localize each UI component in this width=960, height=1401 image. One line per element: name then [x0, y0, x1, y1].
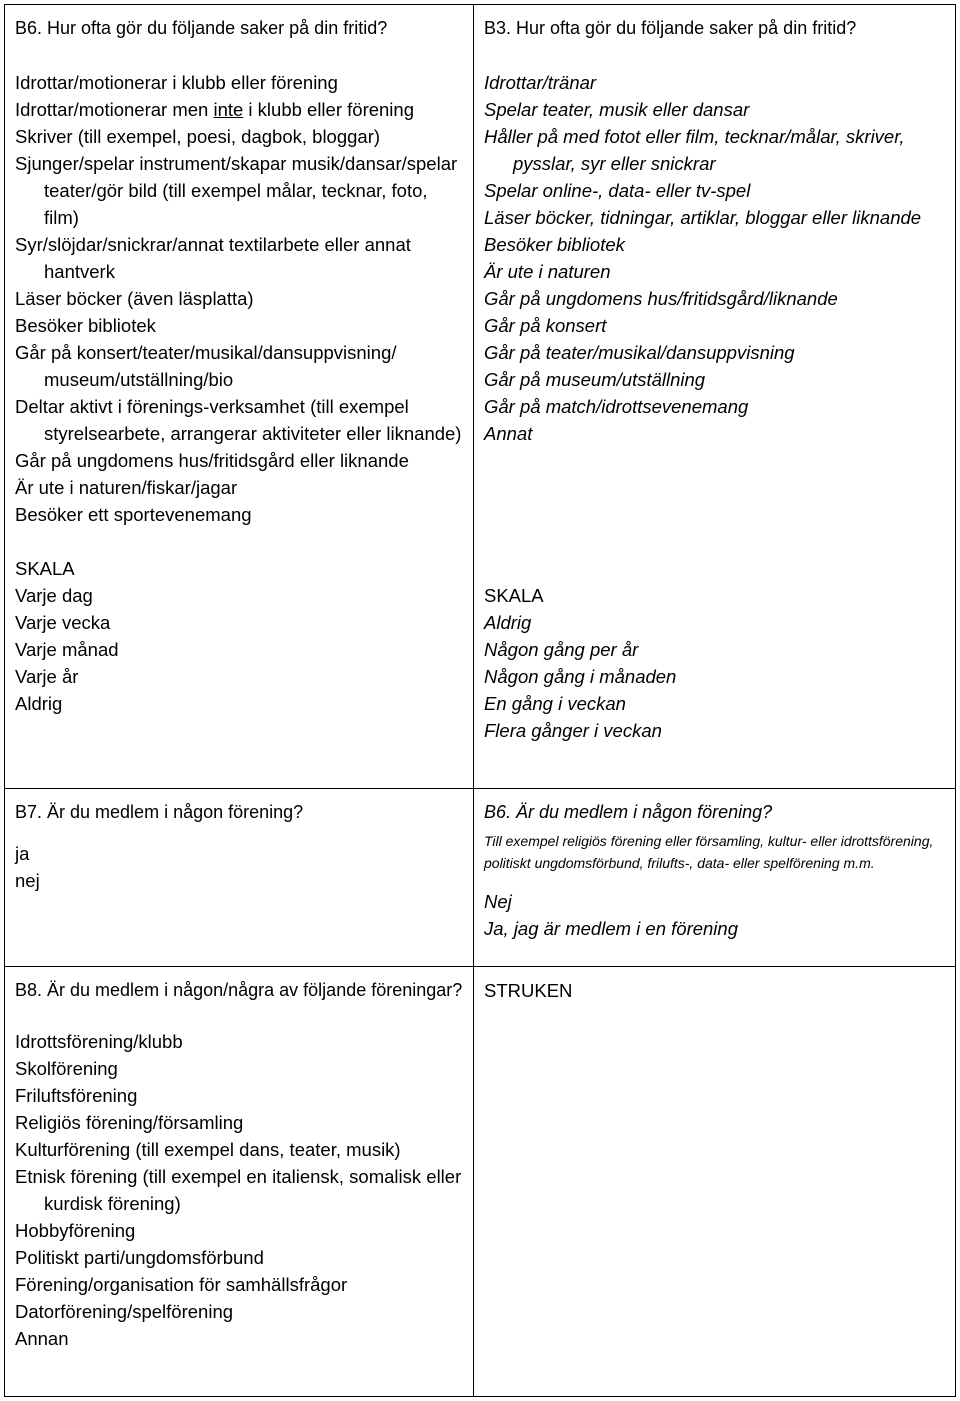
right-b3-scale-list [484, 609, 945, 744]
list-item: Besöker ett sportevenemang [15, 504, 252, 525]
list-item: Sjunger/spelar instrument/skapar musik/dansar/spelar teater/gör bild (till exempel målar, tecknar, foto, film) [15, 153, 458, 228]
list-item: Läser böcker, tidningar, artiklar, bloggar eller liknande [484, 207, 922, 228]
right-b6-options [484, 888, 945, 942]
right-b3-title: B3. Hur ofta gör du följande saker på din fritid? [484, 18, 857, 38]
list-item: Datorförening/spelförening [15, 1301, 234, 1322]
list-item: Går på konsert [484, 315, 607, 336]
right-b6-cell [474, 789, 956, 967]
list-item: Religiös förening/församling [15, 1112, 244, 1133]
list-item: Idrottsförening/klubb [15, 1031, 183, 1052]
left-b6-scale-list [15, 582, 463, 717]
list-item: Är ute i naturen [484, 261, 611, 282]
scale-option: Varje år [15, 666, 79, 687]
list-item: Kulturförening (till exempel dans, teater, musik) [15, 1139, 401, 1160]
right-b6-note: Till exempel religiös förening eller församling, kultur- eller idrottsförening, politiskt ungdomsförbund, frilufts-, data- eller spelförening m.m. [484, 833, 934, 871]
list-item: Spelar teater, musik eller dansar [484, 99, 750, 120]
list-item: Besöker bibliotek [484, 234, 625, 255]
list-item: Går på ungdomens hus/fritidsgård eller liknande [15, 450, 409, 471]
scale-option: Någon gång i månaden [484, 666, 677, 687]
list-item: Friluftsförening [15, 1085, 138, 1106]
left-b7-cell [5, 789, 474, 967]
list-item: Idrottar/motionerar men inte i klubb eller förening [15, 99, 414, 120]
list-item: Besöker bibliotek [15, 315, 156, 336]
list-item: Går på match/idrottsevenemang [484, 396, 749, 417]
list-item: Idrottar/motionerar i klubb eller förening [15, 72, 338, 93]
list-item: Går på teater/musikal/dansuppvisning [484, 342, 795, 363]
left-b8-cell [5, 967, 474, 1397]
right-b8-cell [474, 967, 956, 1397]
right-b3-activity-list [484, 69, 945, 447]
list-item: Syr/slöjdar/snickrar/annat textilarbete eller annat hantverk [15, 234, 411, 282]
scale-option: En gång i veckan [484, 693, 626, 714]
answer-option: Ja, jag är medlem i en förening [484, 918, 738, 939]
list-item: Skolförening [15, 1058, 118, 1079]
list-item: Idrottar/tränar [484, 72, 597, 93]
scale-option: Varje dag [15, 585, 93, 606]
scale-option: Aldrig [15, 693, 63, 714]
left-b6-scale-label: SKALA [15, 558, 75, 579]
left-b7-options [15, 840, 463, 894]
right-b3-cell [474, 5, 956, 789]
list-item: Håller på med fotot eller film, tecknar/målar, skriver, pysslar, syr eller snickrar [484, 126, 905, 174]
list-item: Förening/organisation för samhällsfrågor [15, 1274, 348, 1295]
list-item: Skriver (till exempel, poesi, dagbok, bloggar) [15, 126, 381, 147]
list-item: Annan [15, 1328, 69, 1349]
answer-option: Nej [484, 891, 512, 912]
list-item: Går på museum/utställning [484, 369, 706, 390]
left-b6-title: B6. Hur ofta gör du följande saker på din fritid? [15, 18, 388, 38]
list-item: Etnisk förening (till exempel en italiensk, somalisk eller kurdisk förening) [15, 1166, 462, 1214]
right-b3-scale-label: SKALA [484, 585, 544, 606]
list-item: Går på konsert/teater/musikal/dansuppvisning/ museum/utställning/bio [15, 342, 397, 390]
left-b6-cell [5, 5, 474, 789]
left-b8-title: B8. Är du medlem i någon/några av följande föreningar? [15, 980, 463, 1000]
list-item: Går på ungdomens hus/fritidsgård/liknande [484, 288, 838, 309]
scale-option: Någon gång per år [484, 639, 639, 660]
answer-option: nej [15, 870, 40, 891]
list-item: Läser böcker (även läsplatta) [15, 288, 254, 309]
left-b6-activity-list [15, 69, 463, 528]
answer-option: ja [15, 843, 30, 864]
list-item: Politiskt parti/ungdomsförbund [15, 1247, 264, 1268]
scale-option: Varje månad [15, 639, 119, 660]
list-item: Är ute i naturen/fiskar/jagar [15, 477, 238, 498]
list-item: Hobbyförening [15, 1220, 136, 1241]
list-item: Annat [484, 423, 533, 444]
right-b8-struck-text: STRUKEN [484, 980, 573, 1001]
questionnaire-comparison-table [4, 4, 956, 1397]
list-item: Deltar aktivt i förenings-verksamhet (till exempel styrelsearbete, arrangerar aktiviteter eller liknande) [15, 396, 462, 444]
scale-option: Aldrig [484, 612, 532, 633]
list-item: Spelar online-, data- eller tv-spel [484, 180, 751, 201]
scale-option: Flera gånger i veckan [484, 720, 662, 741]
scale-option: Varje vecka [15, 612, 111, 633]
left-b8-association-list [15, 1028, 463, 1352]
left-b7-title: B7. Är du medlem i någon förening? [15, 802, 304, 822]
right-b6-title: B6. Är du medlem i någon förening? [484, 802, 773, 822]
